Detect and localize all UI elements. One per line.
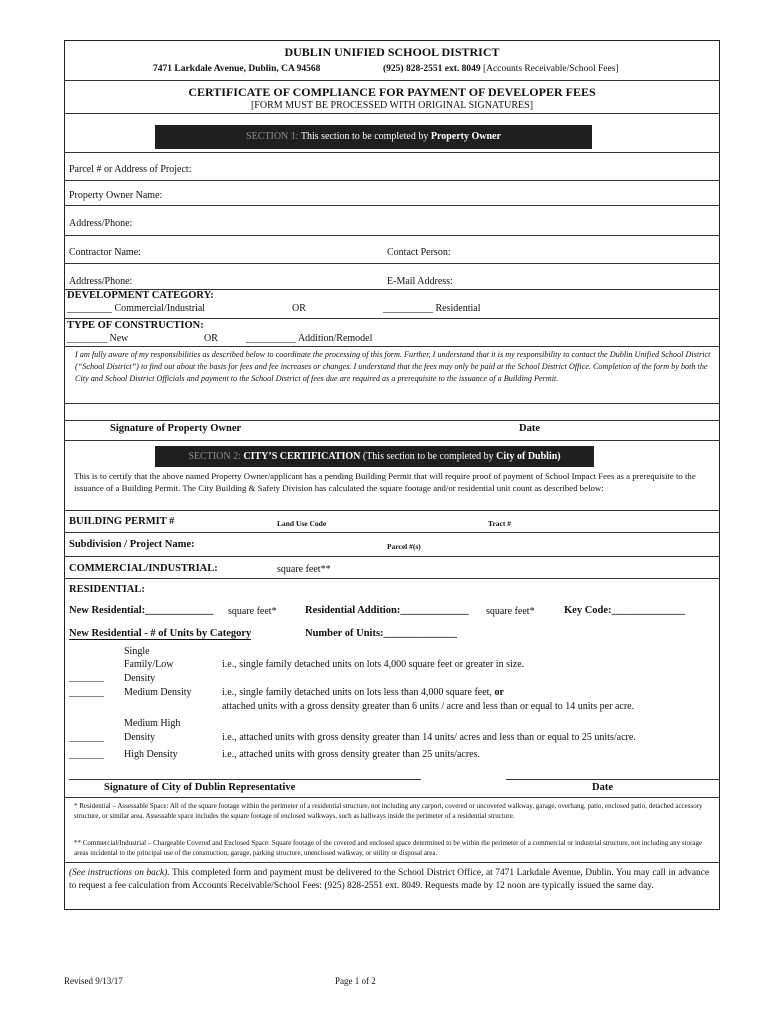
new-option[interactable]: ________ New	[67, 333, 129, 344]
revision-date: Revised 9/13/17	[64, 976, 123, 986]
cat-medium-desc-text: i.e., single family detached units on lots less than 4,000 square feet,	[222, 687, 492, 698]
district-name: DUBLIN UNIFIED SCHOOL DISTRICT	[284, 45, 500, 59]
section1-who: Property Owner	[430, 131, 501, 142]
divider	[64, 235, 720, 236]
form-subtitle: [FORM MUST BE PROCESSED WITH ORIGINAL SIGNATURES]	[250, 100, 534, 111]
cat-single-desc: i.e., single family detached units on lots 4,000 square feet or greater in size.	[222, 659, 525, 670]
divider	[64, 113, 720, 114]
section2-who: City of Dublin)	[496, 451, 561, 462]
delivery-instructions-text: This completed form and payment must be delivered to the School District Office, at 7471 Larkdale Avenue, Dublin. You may call in advance to request a fee calculation from Accounts Receivable/School Fees: (925) 828-2551 ext. 8049. Requests made by 12 noon are typically issued the same day.	[69, 868, 709, 891]
cat-medium: Medium Density	[124, 687, 192, 698]
contractor-address-field[interactable]: Address/Phone:	[69, 276, 133, 287]
units-by-category-text: New Residential - # of Units by Category	[69, 628, 252, 639]
section1-bar	[155, 125, 592, 149]
land-use-label[interactable]: Land Use Code	[277, 519, 327, 528]
residential-addition-field[interactable]: Residential Addition:_____________	[305, 605, 469, 616]
divider	[64, 510, 720, 511]
divider	[64, 152, 720, 153]
contractor-field[interactable]: Contractor Name:	[69, 247, 141, 258]
divider	[64, 180, 720, 181]
cat-medium-blank[interactable]: _______	[69, 687, 104, 698]
building-permit-label[interactable]: BUILDING PERMIT #	[69, 516, 175, 527]
signature-line	[64, 420, 720, 421]
cat-medium-high-desc: i.e., attached units with gross density greater than 14 units/ acres and less than or equal to 25 units/acre.	[222, 732, 636, 743]
email-field[interactable]: E-Mail Address:	[387, 276, 453, 287]
divider	[64, 80, 720, 81]
parcel-field[interactable]: Parcel # or Address of Project:	[69, 164, 192, 175]
footnote-residential: * Residential – Assessable Space: All of the square footage within the perimeter of a residential structure, not including any carport, covered or uncovered walkway, garage, overhang, patio, enclosed patio, detached accessory structure, or similar area. Assessable space includes the square footage of enclosed walkways, such as hallways inside the perimeter of a residential structure.	[74, 802, 703, 820]
district-phone: (925) 828-2551 ext. 8049 [Accounts Receivable/School Fees]	[383, 64, 619, 74]
cat-high: High Density	[124, 749, 178, 760]
parcels-label[interactable]: Parcel #(s)	[387, 542, 421, 551]
number-of-units-field[interactable]: Number of Units:______________	[305, 628, 458, 639]
cat-density: Density	[124, 673, 156, 684]
city-date-label: Date	[592, 782, 613, 793]
key-code-field[interactable]: Key Code:______________	[564, 605, 686, 616]
divider	[64, 862, 720, 863]
section1-prefix: SECTION 1:	[246, 131, 299, 142]
city-signature-label: Signature of City of Dublin Representative	[104, 782, 296, 793]
construction-heading: TYPE OF CONSTRUCTION:	[67, 320, 204, 331]
owner-signature-label: Signature of Property Owner	[110, 423, 242, 434]
city-signature-line[interactable]	[69, 779, 421, 780]
divider	[64, 797, 720, 798]
owner-name-field[interactable]: Property Owner Name:	[69, 190, 163, 201]
addition-option[interactable]: __________ Addition/Remodel	[246, 333, 373, 344]
owner-date-label: Date	[519, 423, 540, 434]
address-phone-field[interactable]: Address/Phone:	[69, 218, 133, 229]
page-number: Page 1 of 2	[335, 976, 376, 986]
district-address: 7471 Larkdale Avenue, Dublin, CA 94568	[153, 64, 321, 74]
divider	[64, 263, 720, 264]
cat-high-blank[interactable]: _______	[69, 749, 104, 760]
cat-single-blank[interactable]: _______	[69, 672, 104, 683]
city-date-line[interactable]	[506, 779, 720, 780]
cat-medium-desc-or: or	[494, 687, 504, 698]
divider	[64, 346, 720, 347]
divider	[64, 403, 720, 404]
footnote-commercial: ** Commercial/Industrial – Chargeable Covered and Enclosed Space: Square footage of the covered and enclosed space determined to be within the perimeter of a commercial or industrial structure, not including any storage areas incidental to the principal use of the construction, garage, parking structure, unenclosed walkway, or utility or disposal area.	[74, 839, 703, 857]
new-residential-field[interactable]: New Residential:_____________	[69, 605, 214, 616]
or-label: OR	[292, 303, 306, 314]
cat-family-low: Family/Low	[124, 659, 174, 670]
city-intro: This is to certify that the above named Property Owner/applicant has a pending Building Permit that will require proof of payment of School Impact Fees as a prerequisite to the issuance of a Building Permit. The City Building & Safety Division has calculated the square footage and/or residential unit count as described below:	[74, 471, 696, 493]
section2-heading: CITY’S CERTIFICATION	[243, 451, 361, 462]
cat-medium-high: Medium High	[124, 718, 181, 729]
dev-category-heading: DEVELOPMENT CATEGORY:	[67, 290, 214, 301]
delivery-instructions	[69, 867, 709, 893]
commercial-option[interactable]: _________ Commercial/Industrial	[67, 303, 206, 314]
or-label: OR	[204, 333, 218, 344]
residential-addition-unit: square feet*	[486, 606, 535, 617]
residential-heading: RESIDENTIAL:	[69, 584, 145, 595]
commercial-sqft-unit: square feet**	[277, 564, 331, 575]
section2-text: (This section to be completed by	[362, 451, 494, 462]
divider	[64, 532, 720, 533]
section2-bar	[155, 446, 594, 467]
owner-statement: I am fully aware of my responsibilities as described below to coordinate the processing of this form. Further, I understand that it is my responsibility to contact the Dublin Unified School District (“School District”) to find out about the basis for fees and fee increases or changes. I understand that the fees may only be paid at the School District Office. Completion of the form by both the City and School District Officials and payment to the School District of fees due are required as a prerequisite to the issuance of a Building Permit.	[75, 350, 711, 383]
cat-high-desc: i.e., attached units with gross density greater than 25 units/acres.	[222, 749, 480, 760]
cat-single: Single	[124, 646, 150, 657]
cat-medium-desc2: attached units with a gross density greater than 6 units / acre and less than or equal to 14 units per acre.	[222, 701, 635, 712]
residential-option[interactable]: __________ Residential	[383, 303, 481, 314]
subdivision-label[interactable]: Subdivision / Project Name:	[69, 539, 195, 550]
divider	[64, 440, 720, 441]
new-residential-unit: square feet*	[228, 606, 277, 617]
contact-person-field[interactable]: Contact Person:	[387, 247, 451, 258]
divider	[64, 318, 720, 319]
divider	[64, 205, 720, 206]
divider	[64, 556, 720, 557]
commercial-sqft-label[interactable]: COMMERCIAL/INDUSTRIAL:	[69, 563, 218, 574]
tract-label[interactable]: Tract #	[488, 519, 511, 528]
cat-medium-desc	[222, 687, 504, 698]
section2-prefix: SECTION 2:	[188, 451, 241, 462]
cat-medium-high-density: Density	[124, 732, 156, 743]
see-instructions-note: (See instructions on back).	[69, 868, 170, 878]
section1-text: This section to be completed by	[300, 131, 429, 142]
divider	[64, 578, 720, 579]
cat-medium-high-blank[interactable]: _______	[69, 732, 104, 743]
form-title: CERTIFICATE OF COMPLIANCE FOR PAYMENT OF DEVELOPER FEES	[188, 85, 596, 99]
units-by-category-heading	[69, 628, 251, 640]
